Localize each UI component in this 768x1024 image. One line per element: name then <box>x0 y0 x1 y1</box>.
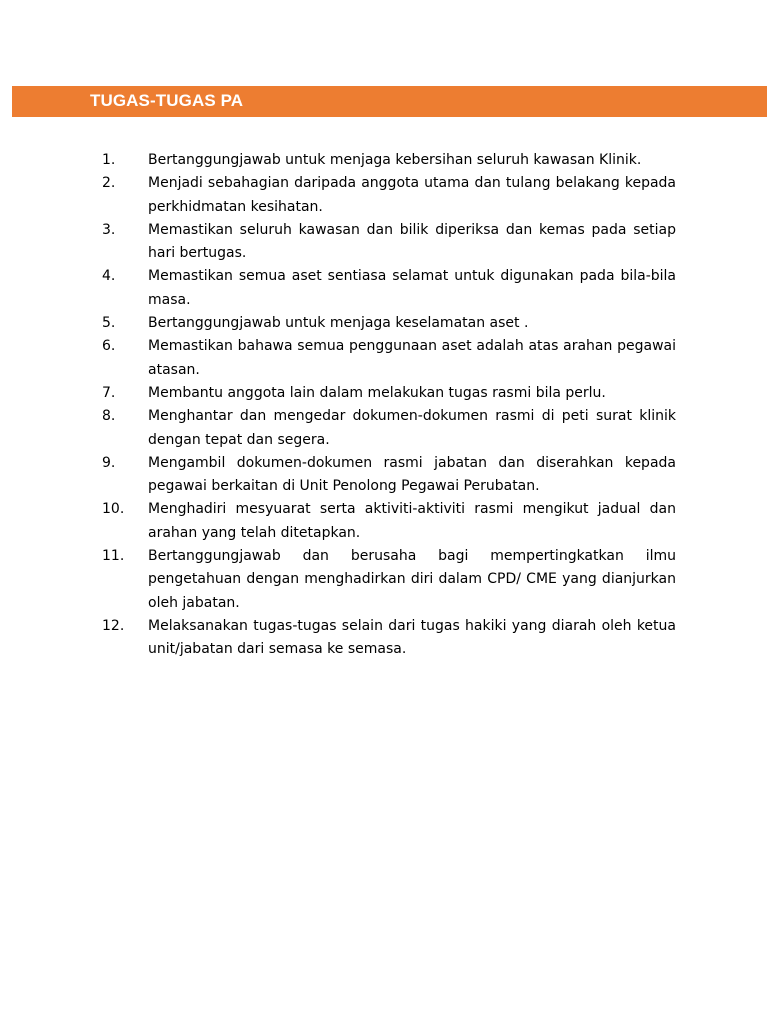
list-item <box>102 405 676 452</box>
section-title: TUGAS-TUGAS PA <box>90 91 244 110</box>
section-header-bar <box>12 86 767 117</box>
list-item <box>102 545 676 615</box>
list-item <box>102 335 676 382</box>
list-item-number: 3. <box>102 221 116 238</box>
list-item-number: 7. <box>102 384 116 401</box>
list-item-number: 10. <box>102 501 125 518</box>
list-item-text: Memastikan semua aset sentiasa selamat untuk digunakan pada bila-bila masa. <box>148 268 676 308</box>
list-item-number: 4. <box>102 268 116 285</box>
list-item-number: 12. <box>102 617 125 634</box>
list-item-text: Bertanggungjawab untuk menjaga keselamatan aset . <box>148 315 529 332</box>
list-item-number: 2. <box>102 175 116 192</box>
list-item <box>102 452 676 499</box>
list-item-number: 1. <box>102 152 116 168</box>
list-item-text: Menghantar dan mengedar dokumen-dokumen rasmi di peti surat klinik dengan tepat dan segera. <box>148 408 676 448</box>
list-item-text: Bertanggungjawab dan berusaha bagi mempertingkatkan ilmu pengetahuan dengan menghadirkan diri dalam CPD/ CME yang dianjurkan oleh jabatan. <box>148 548 676 611</box>
list-item-text: Memastikan bahawa semua penggunaan aset adalah atas arahan pegawai atasan. <box>148 338 676 378</box>
list-item <box>102 382 676 405</box>
list-item <box>102 172 676 219</box>
list-item <box>102 498 676 545</box>
list-item-text: Menjadi sebahagian daripada anggota utama dan tulang belakang kepada perkhidmatan kesihatan. <box>148 175 676 215</box>
list-item-number: 6. <box>102 338 116 355</box>
list-item-number: 9. <box>102 454 116 471</box>
list-item-text: Membantu anggota lain dalam melakukan tugas rasmi bila perlu. <box>148 384 606 401</box>
list-item <box>102 312 676 335</box>
list-item-text: Memastikan seluruh kawasan dan bilik diperiksa dan kemas pada setiap hari bertugas. <box>148 221 676 262</box>
list-item-number: 8. <box>102 408 116 425</box>
list-item <box>102 615 676 662</box>
list-item <box>102 265 676 312</box>
list-item-number: 11. <box>102 548 125 565</box>
list-item-text: Melaksanakan tugas-tugas selain dari tugas hakiki yang diarah oleh ketua unit/jabatan dari semasa ke semasa. <box>148 617 676 658</box>
list-item <box>102 149 676 172</box>
list-item-text: Menghadiri mesyuarat serta aktiviti-aktiviti rasmi mengikut jadual dan arahan yang telah ditetapkan. <box>148 501 676 541</box>
list-item-number: 5. <box>102 315 116 332</box>
list-item <box>102 219 676 266</box>
duty-list <box>102 149 676 662</box>
list-item-text: Mengambil dokumen-dokumen rasmi jabatan dan diserahkan kepada pegawai berkaitan di Unit Penolong Pegawai Perubatan. <box>148 454 676 495</box>
list-item-text: Bertanggungjawab untuk menjaga kebersihan seluruh kawasan Klinik. <box>148 152 642 168</box>
